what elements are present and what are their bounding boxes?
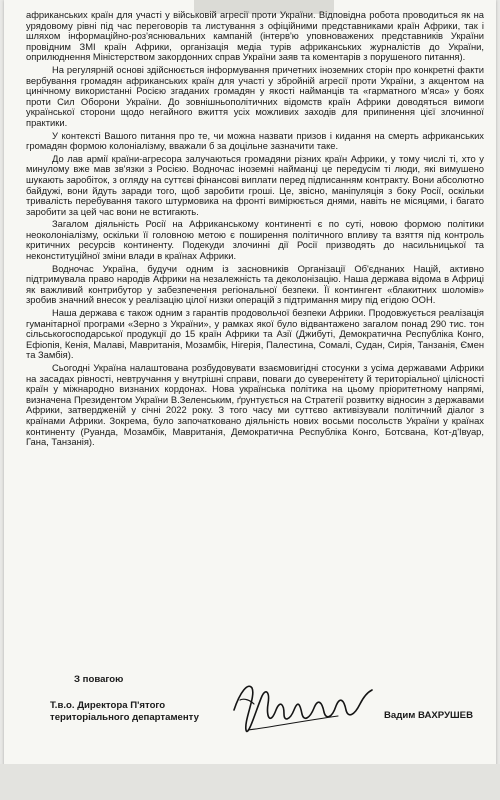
paragraph: Наша держава є також одним з гарантів продовольчої безпеки Африки. Продовжується реалізація гуманітарної програми «Зерно з України», у рамках якої було відвантажено загалом понад 290 тис. тон сільськогосподарської продукції до 15 країн Африки та Азії (Джибуті, Демократична Республіка Конго, Ефіопія, Кенія, Малаві, Мавританія, Мозамбік, Нігерія, Палестина, Сомалі, Судан, Сирія, Танзанія, Ємен та Замбія).: [26, 307, 484, 361]
signatory-name: Вадим ВАХРУШЕВ: [384, 710, 473, 721]
paragraph: Водночас Україна, будучи одним із засновників Організації Об'єднаних Націй, активно підтримувала право народів Африки на незалежність та деколонізацію. Наша держава відома в Африці як важливий контрибутор у забезпечення регіональної безпеки. Її контингент «блакитних шоломів» зробив значний внесок у реалізацію цілої низки операцій з підтримання миру під егідою ООН.: [26, 262, 484, 306]
paragraph: У контексті Вашого питання про те, чи можна назвати призов і кидання на смерть африканських громадян формою колоніалізму, вважали б за доцільне зазначити таке.: [26, 129, 484, 152]
handwritten-signature-icon: [226, 670, 376, 744]
signatory-title: Т.в.о. Директора П'ятого територіального департаменту: [50, 700, 199, 723]
paragraph: африканських країн для участі у військовій агресії проти України. Відповідна робота проводиться як на урядовому рівні під час переговорів та листування з офіційними представниками країн Африки, так і шляхом інформаційно-роз'яснювальних кампаній (інтерв'ю уповноважених представників України провідним ЗМІ країн Африки, організація медіа турів африканських журналістів до України, оприлюднення Міністерством закордонних справ України заяв та коментарів з порушеного питання).: [26, 9, 484, 63]
letter-body: [26, 10, 484, 450]
paragraph: На регулярній основі здійснюється інформування причетних іноземних сторін про конкретні факти вербування громадян африканських країн для участі у збройній агресії проти України, з акцентом на цинічному використанні Росією згаданих громадян у якості найманців та «гарматного м'яса» у боях проти Сил Оборони України. До зовнішньополітичних відомств країн Африки доводяться вимоги української сторони щодо негайного вжиття усіх можливих заходів для припинення цієї злочинної практики.: [26, 63, 484, 128]
paragraph: Загалом діяльність Росії на Африканському континенті є по суті, новою формою політики неоколоніалізму, оскільки її головною метою є поширення політичного впливу та взяття під контроль критичних ресурсів континенту. Подекуди злочинні дії Росії призводять до насильницької та неконституційної зміни влади в країнах Африки.: [26, 218, 484, 262]
paragraph: До лав армії країни-агресора залучаються громадяни різних країн Африки, у тому числі ті, хто у минулому вже мав зв'язки з Росією. Водночас іноземні найманці це передусім ті люди, які вимушено шукають заробіток, з огляду на суттєві фінансові виплати перед підписанням контракту. Вони абсолютно байдужі, вони йдуть заради того, щоб заробити гроші. Це, звісно, маніпуляція з боку Росії, оскільки тривалість перебування такого штурмовика на фронті вимірюється днями, навіть не місяцями, і багато заробити за цей час вони не встигають.: [26, 152, 484, 217]
letter-page: [4, 0, 496, 800]
signature-block: [4, 664, 496, 744]
page-bottom-margin: [0, 764, 500, 800]
paragraph: Сьогодні Україна налаштована розбудовувати взаємовигідні стосунки з усіма державами Африки на засадах рівності, невтручання у внутрішні справи, поваги до суверенітету й територіальної цілісності країн у міжнародно визнаних кордонах. Нова українська політика на цьому пріоритетному напрямі, визначена Президентом України В.Зеленським, ґрунтується на Стратегії розвитку відносин з державами Африки, затвердженій у січні 2022 року. З того часу ми суттєво активізували політичний діалог з країнами Африки. Зокрема, було започатковано діяльність нових восьми посольств України у країнах континенту (Руанда, Мозамбік, Мавританія, Демократична Республіка Конго, Ботсвана, Кот-д'Івуар, Гана, Танзанія).: [26, 362, 484, 448]
closing-greeting: З повагою: [74, 674, 124, 685]
